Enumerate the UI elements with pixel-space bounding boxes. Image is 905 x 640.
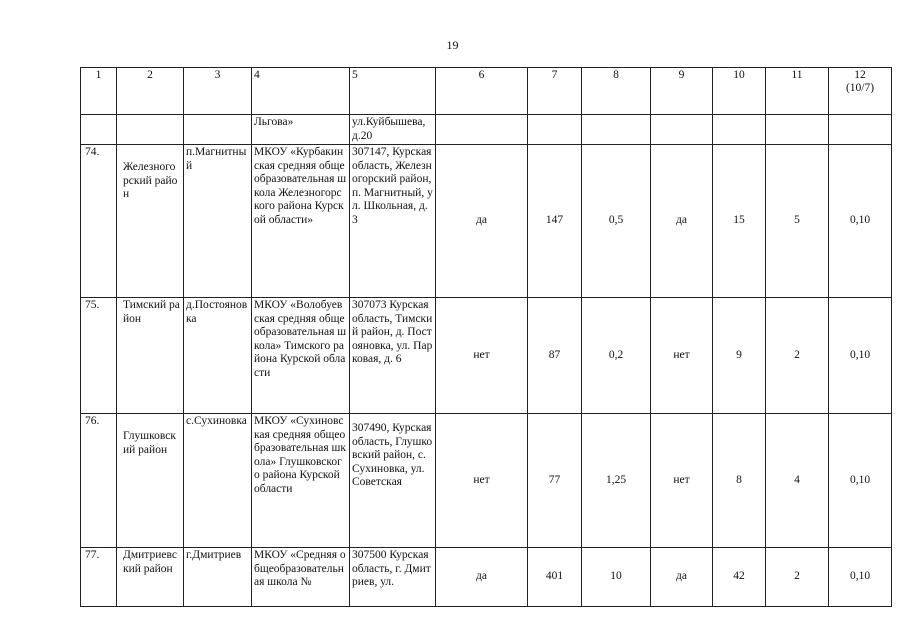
- header-cell-8: 8: [582, 68, 651, 115]
- col10-cell: 8: [713, 414, 766, 548]
- schools-table: [80, 67, 892, 607]
- col9-cell: нет: [651, 414, 713, 548]
- cell-empty: [766, 115, 829, 145]
- col9-cell: да: [651, 145, 713, 298]
- col9-cell: да: [651, 548, 713, 607]
- district-cell: Глушковский район: [117, 414, 184, 548]
- header-cell-12: [829, 68, 892, 115]
- cell-empty: [117, 115, 184, 145]
- cell-empty: [651, 115, 713, 145]
- school-cell: МКОУ «Курбакинская средняя общеобразовательная школа Железногорского района Курской области»: [252, 145, 350, 298]
- district-cell: Железногорский район: [117, 145, 184, 298]
- header-cell-5: 5: [350, 68, 436, 115]
- header-cell-12-number: 12: [854, 69, 866, 81]
- table-row: [81, 145, 892, 298]
- header-cell-3: 3: [184, 68, 252, 115]
- col11-cell: 2: [766, 298, 829, 414]
- col12-cell: 0,10: [829, 548, 892, 607]
- header-cell-7: 7: [528, 68, 582, 115]
- col8-cell: 10: [582, 548, 651, 607]
- district-cell: Тимский район: [117, 298, 184, 414]
- col6-cell: нет: [436, 414, 528, 548]
- col12-cell: 0,10: [829, 414, 892, 548]
- cell-address-cont: ул.Куйбышева, д.20: [350, 115, 436, 145]
- header-cell-6: 6: [436, 68, 528, 115]
- col7-cell: 147: [528, 145, 582, 298]
- col12-cell: 0,10: [829, 145, 892, 298]
- header-cell-10: 10: [713, 68, 766, 115]
- col11-cell: 4: [766, 414, 829, 548]
- row-number: 76.: [81, 414, 117, 548]
- col8-cell: 0,5: [582, 145, 651, 298]
- row-number: 74.: [81, 145, 117, 298]
- settlement-cell: п.Магнитный: [184, 145, 252, 298]
- table-row: [81, 298, 892, 414]
- cell-empty: [582, 115, 651, 145]
- col12-cell: 0,10: [829, 298, 892, 414]
- row-number: 77.: [81, 548, 117, 607]
- col7-cell: 401: [528, 548, 582, 607]
- cell-empty: [713, 115, 766, 145]
- header-cell-9: 9: [651, 68, 713, 115]
- col8-cell: 1,25: [582, 414, 651, 548]
- settlement-cell: д.Постояновка: [184, 298, 252, 414]
- address-cell: 307147, Курская область, Железногорский район, п. Магнитный, ул. Школьная, д. 3: [350, 145, 436, 298]
- cell-empty: [81, 115, 117, 145]
- col10-cell: 9: [713, 298, 766, 414]
- col9-cell: нет: [651, 298, 713, 414]
- col8-cell: 0,2: [582, 298, 651, 414]
- col6-cell: да: [436, 548, 528, 607]
- district-cell: Дмитриевский район: [117, 548, 184, 607]
- address-cell: 307073 Курская область, Тимский район, д. Постояновка, ул. Парковая, д. 6: [350, 298, 436, 414]
- cell-empty: [184, 115, 252, 145]
- header-cell-4: 4: [252, 68, 350, 115]
- address-cell: 307500 Курская область, г. Дмитриев, ул.: [350, 548, 436, 607]
- col11-cell: 2: [766, 548, 829, 607]
- continuation-row: [81, 115, 892, 145]
- row-number: 75.: [81, 298, 117, 414]
- settlement-cell: с.Сухиновка: [184, 414, 252, 548]
- header-cell-1: 1: [81, 68, 117, 115]
- school-cell: МКОУ «Средняя общеобразовательная школа №: [252, 548, 350, 607]
- header-cell-11: 11: [766, 68, 829, 115]
- school-cell: МКОУ «Сухиновская средняя общеобразовательная школа» Глушковского района Курской области: [252, 414, 350, 548]
- table-row: [81, 414, 892, 548]
- cell-empty: [436, 115, 528, 145]
- table-row: [81, 548, 892, 607]
- cell-empty: [829, 115, 892, 145]
- page-number: 19: [446, 38, 459, 52]
- col6-cell: да: [436, 145, 528, 298]
- address-cell: 307490, Курская область, Глушковский район, с. Сухиновка, ул. Советская: [350, 414, 436, 548]
- col11-cell: 5: [766, 145, 829, 298]
- header-cell-2: 2: [117, 68, 184, 115]
- col10-cell: 15: [713, 145, 766, 298]
- header-row: [81, 68, 892, 115]
- col7-cell: 77: [528, 414, 582, 548]
- col10-cell: 42: [713, 548, 766, 607]
- col7-cell: 87: [528, 298, 582, 414]
- cell-empty: [528, 115, 582, 145]
- settlement-cell: г.Дмитриев: [184, 548, 252, 607]
- header-cell-12-formula: (10/7): [845, 82, 875, 94]
- col6-cell: нет: [436, 298, 528, 414]
- school-cell: МКОУ «Волобуевская средняя общеобразовательная школа» Тимского района Курской области: [252, 298, 350, 414]
- cell-school-cont: Льгова»: [252, 115, 350, 145]
